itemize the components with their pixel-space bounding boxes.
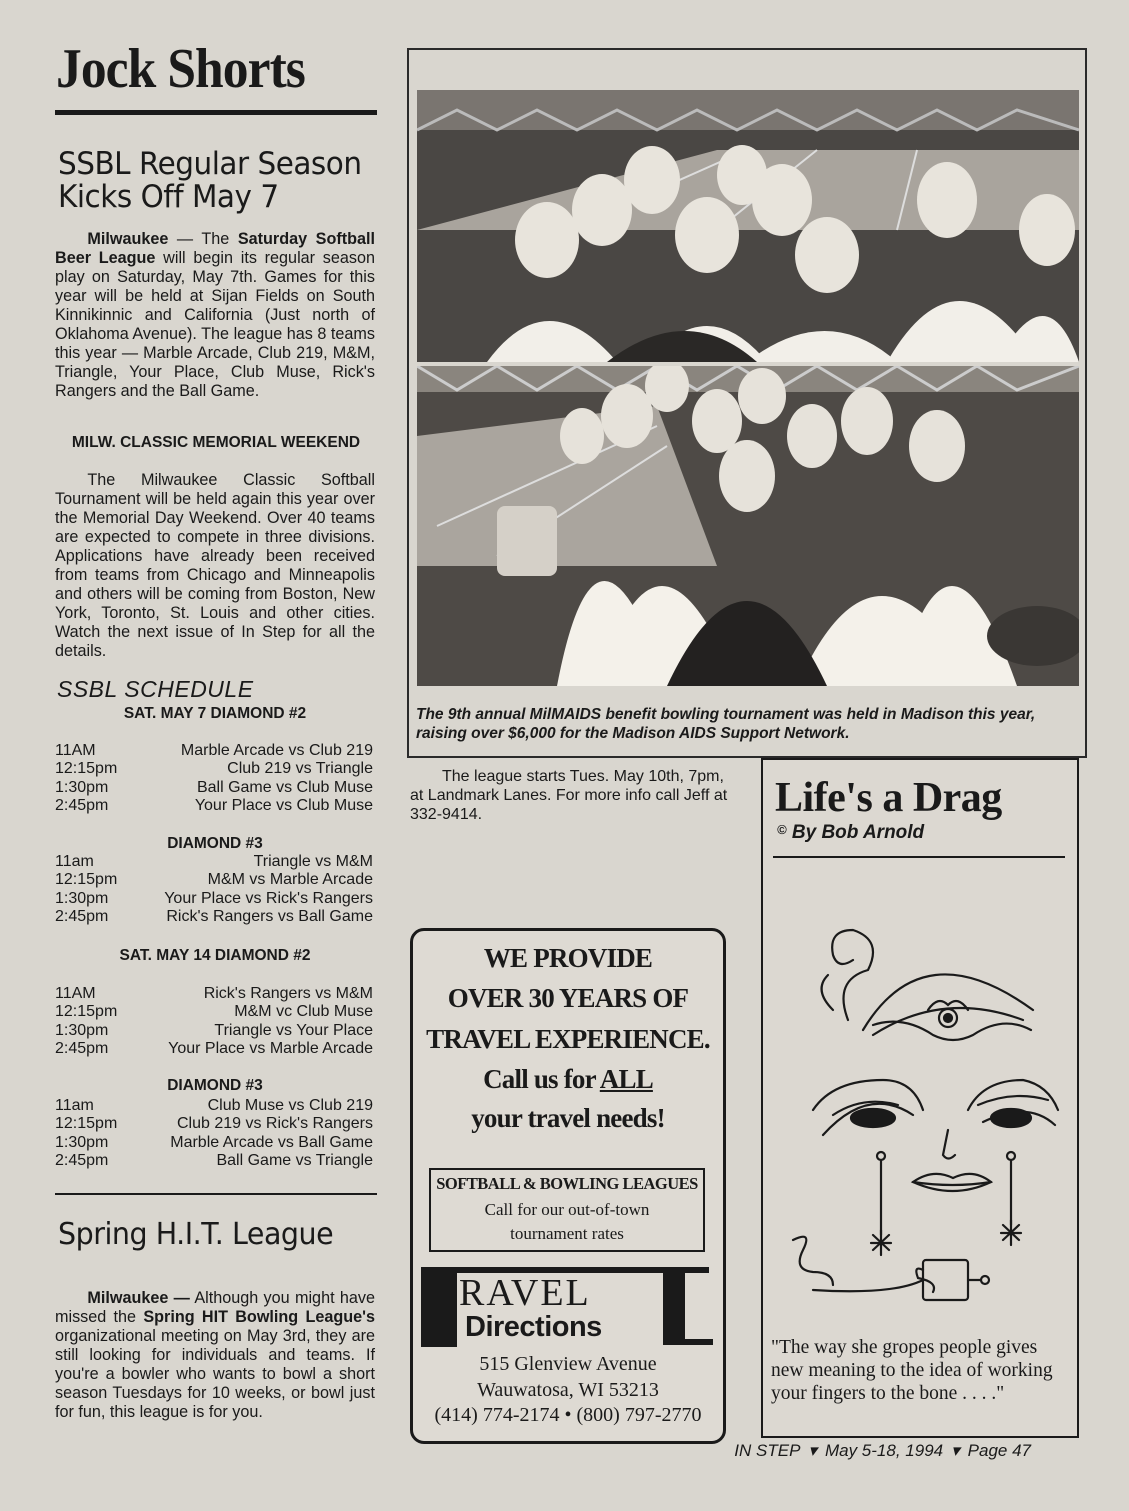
ad-line: WE PROVIDE [483,943,653,973]
ad-text: Call us for [483,1064,600,1094]
game-match: Your Place vs Marble Arcade [168,1039,373,1057]
photo-box [407,48,1087,758]
league-rates-box [429,1168,705,1252]
cartoon-quote: "The way she gropes people gives new meaning to the idea of working your fingers to the bone . . . ." [771,1337,1053,1404]
game-match: Club 219 vs Rick's Rangers [176,1115,373,1133]
game-row [55,1022,373,1040]
logo-t-block [421,1267,457,1347]
ad-emphasis: ALL [599,1064,653,1094]
schedule-title: SSBL SCHEDULE [57,676,254,702]
game-time: 2:45pm [55,907,109,925]
game-time: 2:45pm [55,796,109,814]
game-time: 11am [55,853,94,870]
game-match: Ball Game vs Triangle [216,1151,373,1169]
ad-line [413,1064,723,1095]
game-row [55,742,373,760]
game-match: Club 219 vs Triangle [227,760,373,778]
hit-text-b: organizational meeting on May 3rd, they are still looking for individuals and teams. If you're a bowler who wants to bowl a short season Tuesdays for 10 weeks, or bowl just for fun, this league is for you. [55,1327,375,1421]
schedule-block-heading: DIAMOND #3 [167,835,263,852]
game-match: Ball Game vs Club Muse [196,778,373,796]
game-match: Marble Arcade vs Club 219 [180,742,373,759]
game-row [55,908,373,926]
hit-headline: Spring H.I.T. League [58,1217,334,1252]
game-row [55,1134,373,1152]
issue-date: May 5-18, 1994 [824,1441,944,1460]
hit-text-a: Although you might have missed the [55,1289,375,1326]
game-row [55,1152,373,1170]
box-text: tournament rates [510,1224,624,1243]
game-match: M&M vc Club Muse [234,1003,373,1021]
logo-bottom-bar [663,1339,713,1345]
box-text: Call for our out-of-town [484,1200,650,1219]
ad-address: 515 Glenview Avenue [479,1353,657,1375]
game-time: 2:45pm [55,1151,109,1169]
game-row [55,1040,373,1058]
ssbl-paragraph [55,230,375,401]
game-row [55,797,373,815]
cartoon-rule [773,856,1065,858]
logo-bottom-text: Directions [465,1311,602,1343]
publication-name: IN STEP [734,1441,801,1460]
schedule-block [55,985,373,1058]
game-row [55,1115,373,1133]
masthead: Jock Shorts [56,38,305,100]
game-time: 12:15pm [55,1003,118,1021]
game-time: 11am [55,1097,94,1114]
ssbl-text: will begin its regular season play on Saturday, May 7th. Games for this year will be held at Sijan Fields on South Kinnikinnic and California (Just north of Oklahoma Avenue). The league has 8 teams this year — Marble Arcade, Club 219, M&M, Triangle, Your Place, Club Muse, Rick's Rangers and the Ball Game. [55,249,375,400]
hit-paragraph [55,1289,375,1422]
footer-separator: ▾ [951,1441,960,1460]
masthead-rule [55,110,377,115]
game-match: Your Place vs Club Muse [194,796,373,814]
game-match: Club Muse vs Club 219 [207,1097,373,1114]
game-time: 1:30pm [55,1021,109,1039]
game-row [55,871,373,889]
footer-separator: ▾ [808,1441,817,1460]
schedule-block [55,1097,373,1170]
game-time: 11AM [55,742,96,759]
game-match: M&M vs Marble Arcade [207,871,373,889]
game-time: 12:15pm [55,871,118,889]
travel-directions-logo [421,1267,709,1353]
ad-address: Wauwatosa, WI 53213 [477,1379,659,1401]
ad-line: OVER 30 YEARS OF [447,983,689,1013]
cartoon-panel [761,758,1079,1438]
hit-league-name: Spring HIT Bowling League's [143,1308,375,1326]
game-row [55,890,373,908]
page-footer [730,1441,1035,1461]
section-divider [55,1193,377,1195]
travel-ad [410,928,726,1444]
game-match: Triangle vs Your Place [214,1021,373,1039]
game-match: Rick's Rangers vs M&M [203,985,373,1002]
copyright-mark: © [777,822,787,837]
game-match: Marble Arcade vs Ball Game [170,1133,373,1151]
drag-queen-drawing [773,900,1067,1320]
hit-continued [410,767,730,824]
cartoon-byline [777,822,924,844]
game-row [55,1003,373,1021]
game-match: Rick's Rangers vs Ball Game [166,907,373,925]
hit-continued-text: The league starts Tues. May 10th, 7pm, at Landmark Lanes. For more info call Jeff at 332-9414. [410,768,728,823]
game-match: Triangle vs M&M [253,853,373,870]
bowling-photo-women [417,90,1079,362]
dash: — The [168,230,238,248]
schedule-block-heading: SAT. MAY 14 DIAMOND #2 [119,947,311,964]
game-row [55,779,373,797]
photo-illustration [417,366,1079,686]
game-row [55,985,373,1003]
memorial-text: The Milwaukee Classic Softball Tournament will be held again this year over the Memorial Day Weekend. Over 40 teams are expected to compete in three divisions. Applications have already been received from teams from Chicago and Minneapolis and others will be coming from Boston, New York, Toronto, St. Louis and other cities. Watch the next issue of In Step for all the details. [55,471,375,660]
schedule-block [55,853,373,926]
game-time: 12:15pm [55,1115,118,1133]
ssbl-headline: SSBL Regular Season Kicks Off May 7 [58,146,362,215]
game-row [55,1097,373,1115]
photo-caption: The 9th annual MilMAIDS benefit bowling tournament was held in Madison this year, raising over $6,000 for the Madison AIDS Support Network. [416,706,1036,742]
logo-top-text: RAVEL [459,1272,591,1314]
game-time: 2:45pm [55,1039,109,1057]
page-number: Page 47 [967,1441,1031,1460]
cartoon-author: By Bob Arnold [791,822,925,843]
game-match: Your Place vs Rick's Rangers [164,889,373,907]
memorial-paragraph [55,471,375,661]
game-time: 12:15pm [55,760,118,778]
dateline: Milwaukee — [87,1289,190,1307]
bowling-photo-men [417,366,1079,686]
photo-illustration [417,90,1079,362]
ad-line: your travel needs! [471,1103,665,1133]
cartoon-title: Life's a Drag [775,775,1002,821]
dateline: Milwaukee [87,230,169,248]
memorial-heading: MILW. CLASSIC MEMORIAL WEEKEND [71,434,361,451]
ad-phones: (414) 774-2174 • (800) 797-2770 [434,1404,702,1426]
game-time: 1:30pm [55,778,109,796]
game-time: 1:30pm [55,1133,109,1151]
box-title: SOFTBALL & BOWLING LEAGUES [436,1174,698,1193]
ad-line: TRAVEL EXPERIENCE. [426,1024,710,1054]
schedule-block [55,742,373,815]
schedule-block-heading: SAT. MAY 7 DIAMOND #2 [123,705,307,722]
game-time: 11AM [55,985,96,1002]
league-name: Saturday Softball Beer League [55,230,376,267]
logo-l-block [663,1269,685,1345]
game-time: 1:30pm [55,889,109,907]
game-row [55,760,373,778]
schedule-block-heading: DIAMOND #3 [167,1077,263,1094]
game-row [55,853,373,871]
